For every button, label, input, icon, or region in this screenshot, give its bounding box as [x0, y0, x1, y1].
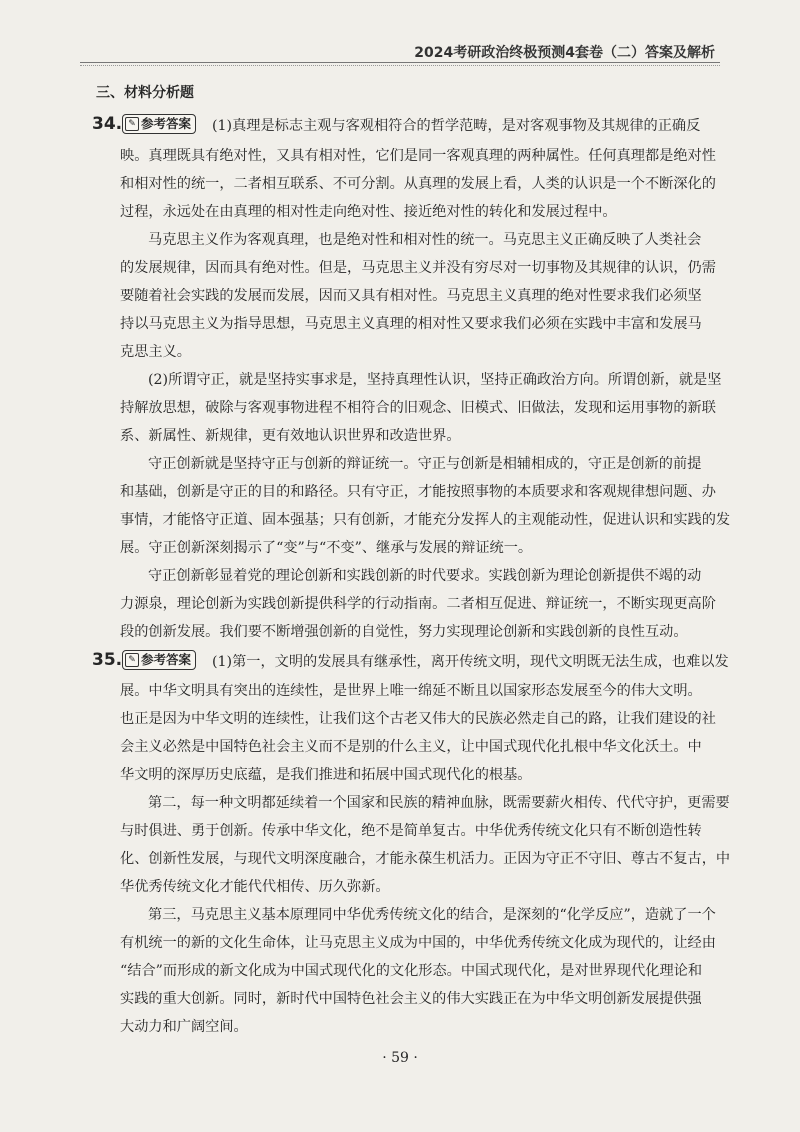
- header-dotted-rule: [80, 65, 720, 66]
- answer-badge-label: 参考答案: [141, 652, 192, 667]
- q35-line: (1)第一，文明的发展具有继承性，离开传统文明，现代文明既无法生成，也难以发: [212, 654, 729, 670]
- q35-line: 与时俱进、勇于创新。传承中华文化，绝不是简单复古。中华优秀传统文化只有不断创造性转: [120, 823, 702, 839]
- question-35-number: 35.: [92, 650, 123, 670]
- q34-line: 系、新属性、新规律，更有效地认识世界和改造世界。: [120, 428, 461, 444]
- q35-line: 华优秀传统文化才能代代相传、历久弥新。: [120, 879, 390, 895]
- pen-icon: ✎: [125, 653, 139, 667]
- q34-line: 事情，才能恪守正道、固本强基；只有创新，才能充分发挥人的主观能动性，促进认识和实践的发: [120, 512, 731, 528]
- q35-line: “结合”而形成的新文化成为中国式现代化的文化形态。中国式现代化，是对世界现代化理论和: [120, 963, 703, 979]
- q35-line: 第三，马克思主义基本原理同中华优秀传统文化的结合，是深刻的“化学反应”，造就了一个: [148, 907, 716, 923]
- q34-line: 守正创新彰显着党的理论创新和实践创新的时代要求。实践创新为理论创新提供不竭的动: [148, 568, 702, 584]
- pen-icon: ✎: [125, 117, 139, 131]
- q34-line: 过程，永远处在由真理的相对性走向绝对性、接近绝对性的转化和发展过程中。: [120, 204, 617, 220]
- q34-line: (1)真理是标志主观与客观相符合的哲学范畴，是对客观事物及其规律的正确反: [212, 118, 701, 134]
- page-number: · 59 ·: [382, 1050, 418, 1066]
- q34-line: 持解放思想，破除与客观事物进程不相符合的旧观念、旧模式、旧做法，发现和运用事物的新联: [120, 400, 716, 416]
- answer-badge-34: [122, 114, 196, 134]
- q35-line: 会主义必然是中国特色社会主义而不是别的什么主义，让中国式现代化扎根中华文化沃土。中: [120, 739, 702, 755]
- question-34-number: 34.: [92, 114, 123, 134]
- header-rule: [80, 62, 720, 63]
- q35-line: 也正是因为中华文明的连续性，让我们这个古老又伟大的民族必然走自己的路，让我们建设的社: [120, 711, 716, 727]
- q34-line: 和基础，创新是守正的目的和路径。只有守正，才能按照事物的本质要求和客观规律想问题、办: [120, 484, 716, 500]
- q35-line: 大动力和广阔空间。: [120, 1019, 248, 1035]
- q34-line: 和相对性的统一，二者相互联系、不可分割。从真理的发展上看，人类的认识是一个不断深化的: [120, 176, 716, 192]
- q34-line: 持以马克思主义为指导思想，马克思主义真理的相对性又要求我们必须在实践中丰富和发展马: [120, 316, 702, 332]
- q34-line: 克思主义。: [120, 344, 191, 360]
- q34-line: 段的创新发展。我们要不断增强创新的自觉性，努力实现理论创新和实践创新的良性互动。: [120, 624, 688, 640]
- q35-line: 华文明的深厚历史底蕴，是我们推进和拓展中国式现代化的根基。: [120, 767, 532, 783]
- q34-line: 马克思主义作为客观真理，也是绝对性和相对性的统一。马克思主义正确反映了人类社会: [148, 232, 702, 248]
- q35-line: 化、创新性发展，与现代文明深度融合，才能永葆生机活力。正因为守正不守旧、尊古不复古，中: [120, 851, 731, 867]
- q35-line: 实践的重大创新。同时，新时代中国特色社会主义的伟大实践正在为中华文明创新发展提供强: [120, 991, 702, 1007]
- q34-line: 守正创新就是坚持守正与创新的辩证统一。守正与创新是相辅相成的，守正是创新的前提: [148, 456, 702, 472]
- answer-badge-label: 参考答案: [141, 116, 192, 131]
- q35-line: 有机统一的新的文化生命体，让马克思主义成为中国的，中华优秀传统文化成为现代的，让经由: [120, 935, 716, 951]
- q34-line: 展。守正创新深刻揭示了“变”与“不变”、继承与发展的辩证统一。: [120, 540, 533, 556]
- q35-line: 展。中华文明具有突出的连续性，是世界上唯一绵延不断且以国家形态发展至今的伟大文明。: [120, 683, 702, 699]
- answer-badge-35: [122, 650, 196, 670]
- section-title: 三、材料分析题: [96, 85, 194, 101]
- running-header: 2024考研政治终极预测4套卷（二）答案及解析: [414, 45, 715, 61]
- q34-line: 的发展规律，因而具有绝对性。但是，马克思主义并没有穷尽对一切事物及其规律的认识，仍需: [120, 260, 716, 276]
- q35-line: 第二，每一种文明都延续着一个国家和民族的精神血脉，既需要薪火相传、代代守护，更需要: [148, 795, 730, 811]
- q34-line: 力源泉，理论创新为实践创新提供科学的行动指南。二者相互促进、辩证统一，不断实现更高阶: [120, 596, 716, 612]
- q34-line: (2)所谓守正，就是坚持实事求是，坚持真理性认识，坚持正确政治方向。所谓创新，就是坚: [148, 372, 722, 388]
- q34-line: 要随着社会实践的发展而发展，因而又具有相对性。马克思主义真理的绝对性要求我们必须坚: [120, 288, 702, 304]
- q34-line: 映。真理既具有绝对性，又具有相对性，它们是同一客观真理的两种属性。任何真理都是绝对性: [120, 148, 716, 164]
